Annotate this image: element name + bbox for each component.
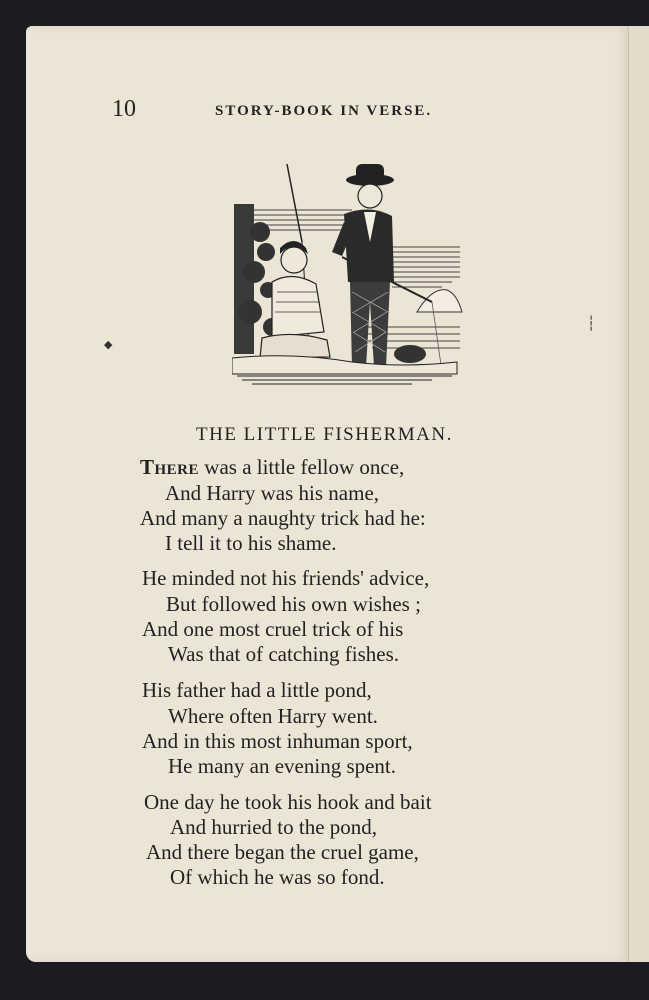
ink-speck: ┆	[587, 316, 596, 332]
poem-line: And Harry was his name,	[165, 481, 380, 505]
poem-line: He minded not his friends' advice,	[142, 566, 430, 590]
poem-line: He many an evening spent.	[168, 754, 397, 778]
poem-line: And in this most inhuman sport,	[142, 729, 413, 753]
poem-line: And many a naughty trick had he:	[140, 506, 426, 530]
poem-line: And there began the cruel game,	[146, 840, 419, 864]
poem-line: His father had a little pond,	[142, 678, 372, 702]
drop-first-word: There	[140, 455, 200, 479]
poem-line: There was a little fellow once,	[140, 455, 405, 479]
poem-line: But followed his own wishes ;	[166, 592, 421, 616]
poem-line: And hurried to the pond,	[170, 815, 378, 839]
poem-line: Of which he was so fond.	[170, 865, 385, 889]
poem-line: I tell it to his shame.	[165, 531, 337, 555]
poem-line: And one most cruel trick of his	[142, 617, 404, 641]
ink-speck: ◆	[104, 338, 113, 351]
poem-line: Was that of catching fishes.	[168, 642, 399, 666]
poem-line: Where often Harry went.	[168, 704, 378, 728]
page-number: 10	[112, 96, 136, 122]
adjacent-page-edge	[628, 26, 649, 962]
poem-line: One day he took his hook and bait	[144, 790, 432, 814]
two-boys-fishing-engraving-icon	[232, 162, 464, 392]
running-title: STORY-BOOK IN VERSE.	[215, 103, 433, 119]
poem-title: THE LITTLE FISHERMAN.	[196, 424, 453, 445]
